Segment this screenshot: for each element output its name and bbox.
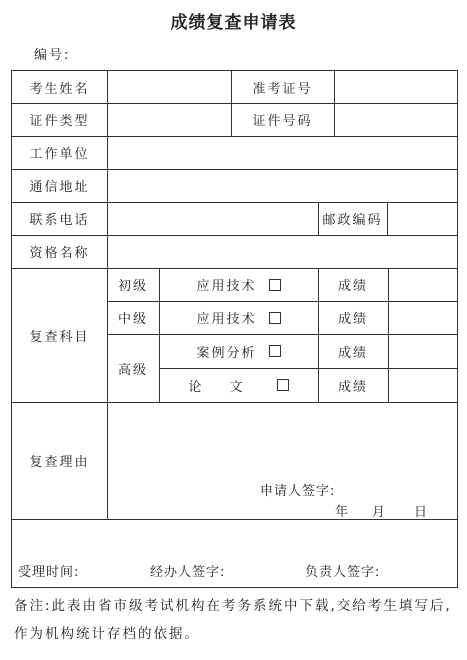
form-title: 成绩复查申请表 <box>170 13 297 33</box>
subject-option-senior-thesis[interactable] <box>159 368 318 402</box>
label-review-reason: 复查理由 <box>29 455 90 470</box>
subject-label: 应用技术 <box>196 312 257 327</box>
label-id-number: 证件号码 <box>252 114 313 129</box>
date-year-label: 年 <box>335 505 350 520</box>
application-form-table <box>11 70 458 588</box>
subject-option-junior-applied[interactable] <box>159 268 318 301</box>
label-address: 通信地址 <box>29 180 90 195</box>
candidate-name-field[interactable] <box>107 71 231 103</box>
label-id-type: 证件类型 <box>29 114 90 129</box>
date-day-label: 日 <box>414 505 429 520</box>
level-junior: 初级 <box>117 279 148 294</box>
responsible-signature-label: 负责人签字: <box>305 565 381 580</box>
subject-label: 论 文 <box>188 379 255 395</box>
form-note: 备注:此表由省市级考试机构在考务系统中下载,交给考生填写后,作为机构统计存档的依据。 <box>14 598 452 642</box>
score-field[interactable] <box>388 301 457 334</box>
subject-label: 案例分析 <box>196 345 257 361</box>
admission-number-field[interactable] <box>334 71 457 103</box>
label-review-subjects: 复查科目 <box>29 329 90 345</box>
label-admission-number: 准考证号 <box>252 81 313 97</box>
review-reason-field[interactable] <box>108 403 457 483</box>
checkbox[interactable] <box>269 345 281 357</box>
level-senior: 高级 <box>117 362 148 378</box>
handler-signature-label: 经办人签字: <box>150 565 226 580</box>
score-field[interactable] <box>388 268 457 301</box>
checkbox[interactable] <box>269 279 281 291</box>
level-intermediate: 中级 <box>117 312 148 327</box>
label-qualification: 资格名称 <box>29 246 90 261</box>
score-field[interactable] <box>388 368 457 402</box>
date-month-label: 月 <box>372 505 387 520</box>
label-candidate-name: 考生姓名 <box>29 81 90 97</box>
qualification-field[interactable] <box>107 235 457 268</box>
score-label: 成绩 <box>337 312 368 327</box>
accept-time-label: 受理时间: <box>18 565 80 580</box>
checkbox[interactable] <box>269 312 281 324</box>
address-field[interactable] <box>107 169 457 202</box>
subject-label: 应用技术 <box>196 279 257 294</box>
label-postcode: 邮政编码 <box>322 213 383 228</box>
serial-number-label: 编号: <box>34 48 71 63</box>
score-field[interactable] <box>388 334 457 368</box>
subject-option-intermediate-applied[interactable] <box>159 301 318 334</box>
score-label: 成绩 <box>337 379 368 395</box>
id-type-field[interactable] <box>107 103 231 136</box>
postcode-field[interactable] <box>387 202 457 235</box>
score-label: 成绩 <box>337 279 368 294</box>
score-label: 成绩 <box>337 345 368 361</box>
checkbox[interactable] <box>277 379 289 391</box>
label-employer: 工作单位 <box>29 147 90 162</box>
phone-field[interactable] <box>107 202 318 235</box>
subject-option-senior-case[interactable] <box>159 334 318 368</box>
id-number-field[interactable] <box>334 103 457 136</box>
label-phone: 联系电话 <box>29 213 90 228</box>
applicant-signature-label: 申请人签字: <box>260 484 336 499</box>
employer-field[interactable] <box>107 136 457 169</box>
